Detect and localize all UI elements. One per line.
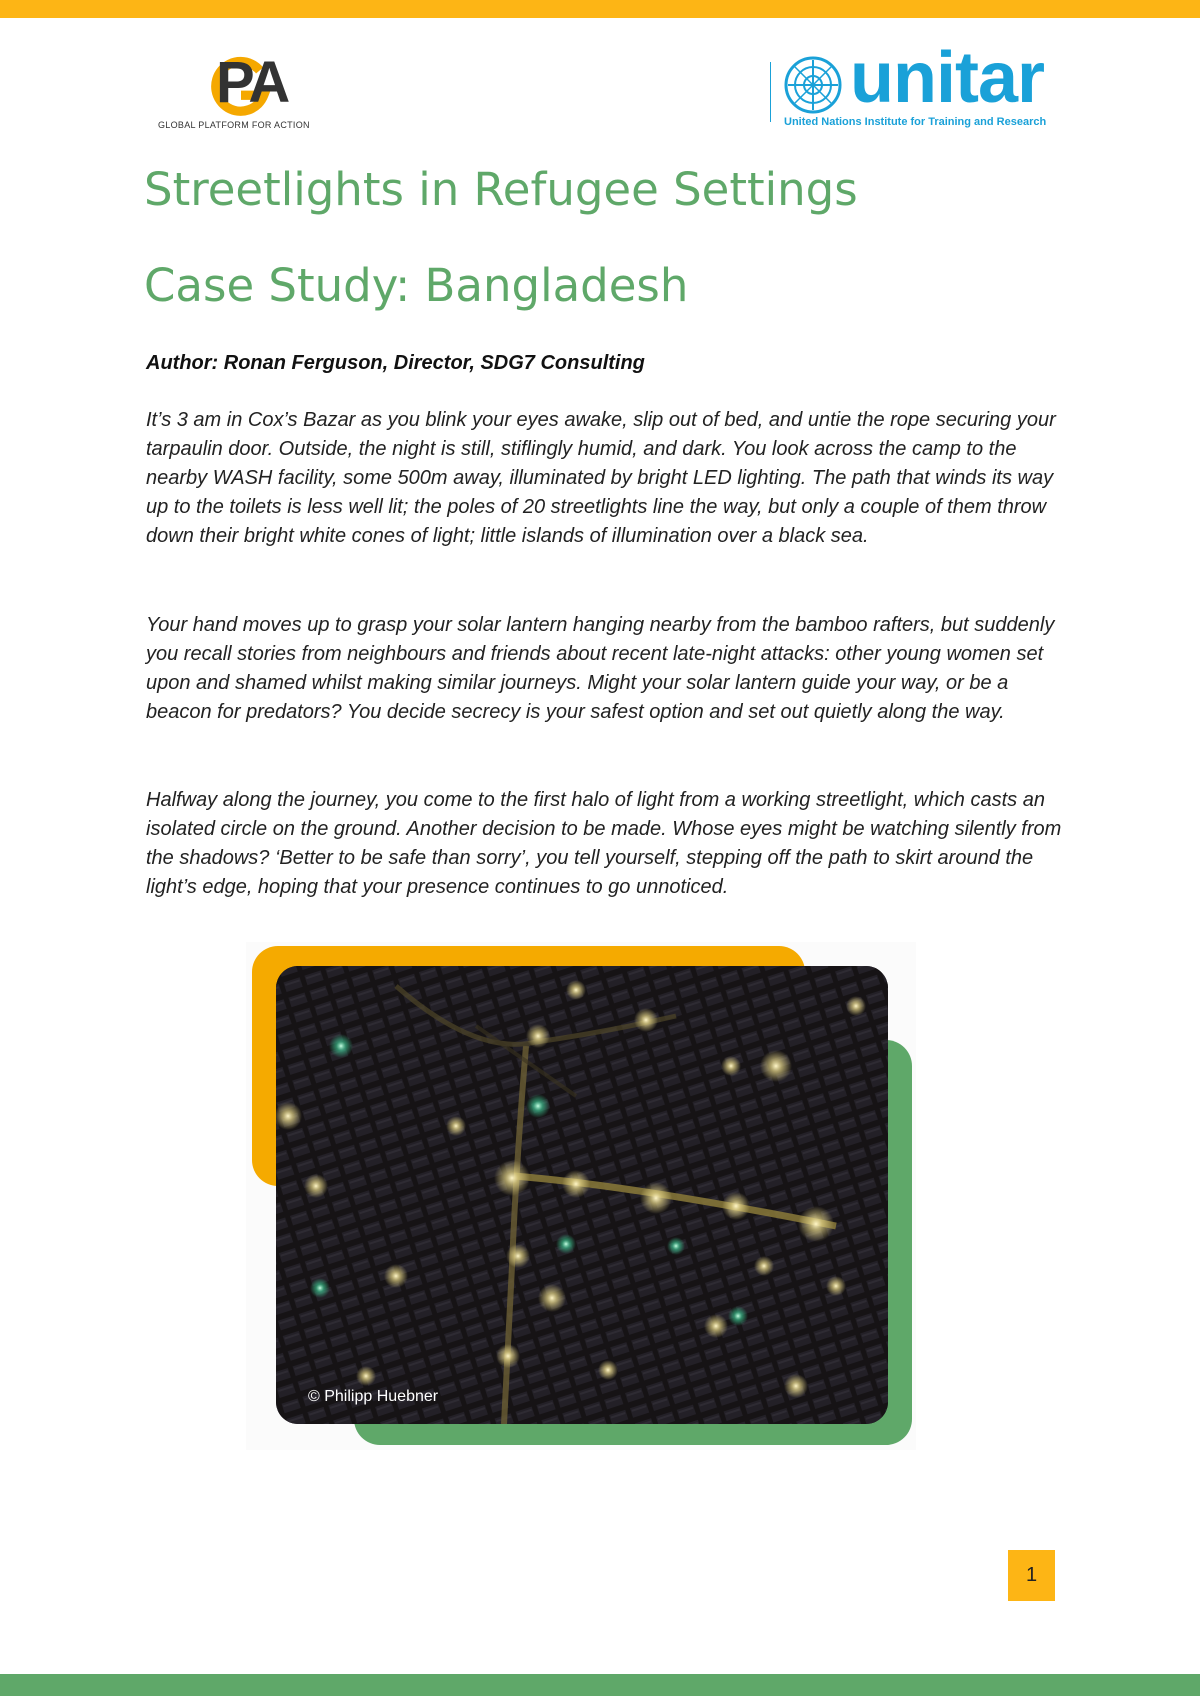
photo-credit: © Philipp Huebner	[308, 1388, 439, 1405]
page-number: 1	[1008, 1550, 1055, 1601]
document-subtitle: Case Study: Bangladesh	[144, 259, 689, 312]
body-paragraph: It’s 3 am in Cox’s Bazar as you blink your eyes awake, slip out of bed, and untie the rope securing your tarpaulin door. Outside, the night is still, stiflingly humid, and dark. You look across the camp to the nearby WASH facility, some 500m away, illuminated by bright LED lighting. The path that winds its way up to the toilets is less well lit; the poles of 20 streetlights line the way, but only a couple of them throw down their bright white cones of light; little islands of illumination over a black sea.	[146, 409, 1056, 547]
document-title: Streetlights in Refugee Settings	[144, 163, 858, 216]
logo-divider	[770, 62, 771, 122]
body-paragraph: Halfway along the journey, you come to the first halo of light from a working streetlight, which casts an isolated circle on the ground. Another decision to be made. Whose eyes might be watching silently from the shadows? ‘Better to be safe than sorry’, you tell yourself, stepping off the path to skirt around the light’s edge, hoping that your presence continues to go unnoticed.	[146, 789, 1062, 898]
un-emblem-icon	[784, 56, 842, 114]
aerial-photo-illustration	[276, 966, 888, 1424]
unitar-logo	[770, 38, 1070, 134]
night-camp-aerial-photo	[276, 966, 888, 1424]
bottom-accent-bar	[0, 1674, 1200, 1696]
unitar-subtitle: United Nations Institute for Training and Research	[784, 116, 1047, 128]
top-accent-bar	[0, 0, 1200, 18]
figure	[246, 942, 916, 1450]
gpa-subtitle: GLOBAL PLATFORM FOR ACTION	[158, 120, 310, 130]
body-paragraph: Your hand moves up to grasp your solar lantern hanging nearby from the bamboo rafters, but suddenly you recall stories from neighbours and friends about recent late-night attacks: other young women set upon and shamed whilst making similar journeys. Might your solar lantern guide your way, or be a beacon for predators? You decide secrecy is your safest option and set out quietly along the way.	[146, 614, 1055, 723]
unitar-wordmark: unitar	[850, 38, 1045, 118]
gpa-logo	[156, 52, 326, 134]
gpa-wordmark: PA	[216, 50, 289, 115]
author-line: Author: Ronan Ferguson, Director, SDG7 Consulting	[146, 352, 645, 374]
